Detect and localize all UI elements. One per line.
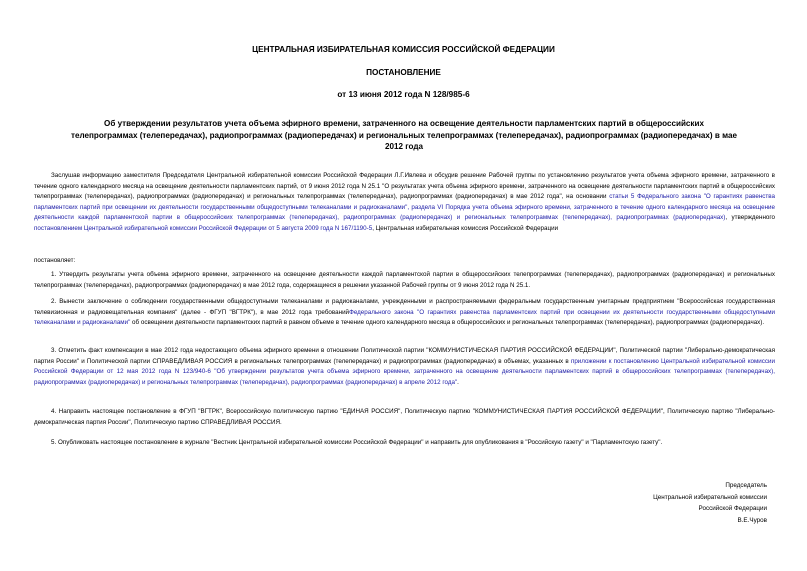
item-5 — [34, 438, 775, 449]
appendix-link[interactable]: приложении к постановлению Центральной избирательной комиссии Российской Федерации от 12 мая 2012 года N 123/940-6 "Об утверждении результатов учета объема эфирного времени, затраченного на освещение деятельности парламентских партий в общероссийских телепрограммах (телепередачах), радиопрограммах (радиопередачах) и региональных телепрограммах (телепередачах), радиопрограммах (радиопередачах) в апреле 2012 года" — [34, 357, 775, 386]
item-2-text-2: об освещении деятельности парламентских партий в равном объеме в течение одного календарного месяца в общероссийских и региональных телепрограммах (телепередачах), радиопрограммах (радиопередачах). — [130, 319, 765, 326]
preamble — [34, 171, 775, 234]
item-2-text: 2. Вынести заключение о соблюдении государственными общедоступными телеканалами и радиоканалами, учрежденными и распространяемыми федеральным государственным унитарным предприятием "Всероссийская государственная телевизионная и радиовещательная компания" (далее - ФГУП "ВГТРК"), в мае 2012 года требований — [34, 298, 775, 316]
item-3 — [34, 346, 775, 388]
signature-org-2: Российской Федерации — [698, 505, 767, 512]
document-title — [24, 118, 784, 153]
item-1 — [34, 270, 775, 291]
resolves-text: постановляет: — [34, 257, 76, 264]
signature-block — [653, 480, 767, 526]
preamble-text-2: , утвержденного — [725, 214, 776, 221]
signature-org-1: Центральной избирательной комиссии — [653, 493, 767, 501]
item-3-text-2: . — [457, 378, 459, 386]
signature-name: В.Е.Чуров — [737, 516, 767, 524]
federal-law-link[interactable]: Федерального закона "О гарантиях равенства парламентских партий при освещении их деятельности государственными общедоступными телеканалами и радиоканалами" — [34, 308, 775, 326]
item-2 — [34, 297, 775, 329]
preamble-text: Заслушав информацию заместителя Председателя Центральной избирательной комиссии Российской Федерации Л.Г.Ивлева и обсудив решение Рабочей группы по установлению результатов учета объема эфирного времени, затраченного в течение одного календарного месяца на освещение деятельности парламентских партий, от 9 июня 2012 года N 25.1 "О результатах учета объема эфирного времени, затраченного на освещение деятельности парламентских партий в общероссийских телепрограммах (телепередачах), радиопрограммах (радиопередачах) и региональных телепрограммах (телепередачах), радиопрограммах (радиопередачах) в мае 2012 года", на основании — [34, 172, 775, 200]
preamble-text-3: , Центральная избирательная комиссия Российской Федерации — [372, 224, 559, 232]
title-line-3: 2012 года — [385, 142, 423, 151]
cec-resolution-link[interactable]: постановлением Центральной избирательной комиссии Российской Федерации от 5 августа 2009 года N 167/1190-5 — [34, 224, 373, 232]
document-type-heading: ПОСТАНОВЛЕНИЕ — [366, 68, 441, 77]
item-1-text: 1. Утвердить результаты учета объема эфирного времени, затраченного на освещение деятельности каждой парламентской партии в общероссийских телепрограммах (телепередачах), радиопрограммах (радиопередачах) и региональных телепрограммах (телепередачах), радиопрограммах (радиопередачах) в мае 2012 года, содержащиеся в решении указанной Рабочей группы от 9 июня 2012 года N 25.1. — [34, 271, 775, 289]
date-number-heading: от 13 июня 2012 года N 128/985-6 — [337, 90, 470, 99]
item-4-text: 4. Направить настоящее постановление в ФГУП "ВГТРК", Всероссийскую политическую партию "ЕДИНАЯ РОССИЯ", Политическую партию "КОММУНИСТИЧЕСКАЯ ПАРТИЯ РОССИЙСКОЙ ФЕДЕРАЦИИ", Политическую партию "Либерально-демократическая партия России", Политическую партию СПРАВЕДЛИВАЯ РОССИЯ. — [34, 408, 775, 426]
item-5-text: 5. Опубликовать настоящее постановление в журнале "Вестник Центральной избирательной комиссии Российской Федерации" и направить для опубликования в "Российскую газету" и "Парламентскую газету". — [51, 439, 663, 446]
item-3-text: 3. Отметить факт компенсации в мае 2012 года недостающего объема эфирного времени в отношении Политической партии "КОММУНИСТИЧЕСКАЯ ПАРТИЯ РОССИЙСКОЙ ФЕДЕРАЦИИ", Политической партии "Либерально-демократическая партия России" и Политической партии СПРАВЕДЛИВАЯ РОССИЯ в региональных телепрограммах (телепередачах) и радиопрограммах (радиопередачах) в объемах, указанных в — [34, 347, 775, 365]
law-article-link[interactable]: статьи 5 Федерального закона "О гарантиях равенства парламентских партий при освещении их деятельности государственными общедоступными телеканалами и радиоканалами", раздела VI Порядка учета объема эфирного времени, затраченного в течение одного календарного месяца на освещение деятельности каждой парламентской партии в общероссийских телепрограммах (телепередачах), радиопрограммах (радиопередачах) и региональных телепрограммах (телепередачах), радиопрограммах (радиопередачах) — [34, 193, 775, 221]
resolves-label — [34, 256, 775, 267]
title-line-2: телепрограммах (телепередачах), радиопрограммах (радиопередачах) и региональных телепрограммах (телепередачах), радиопрограммах (радиопередачах) в мае — [71, 130, 737, 140]
organization-heading: ЦЕНТРАЛЬНАЯ ИЗБИРАТЕЛЬНАЯ КОМИССИЯ РОССИЙСКОЙ ФЕДЕРАЦИИ — [252, 45, 555, 54]
signature-role: Председатель — [725, 482, 767, 489]
item-4 — [34, 407, 775, 428]
title-line-1: Об утверждении результатов учета объема эфирного времени, затраченного на освещение деятельности парламентских партий в общероссийских — [104, 119, 704, 128]
